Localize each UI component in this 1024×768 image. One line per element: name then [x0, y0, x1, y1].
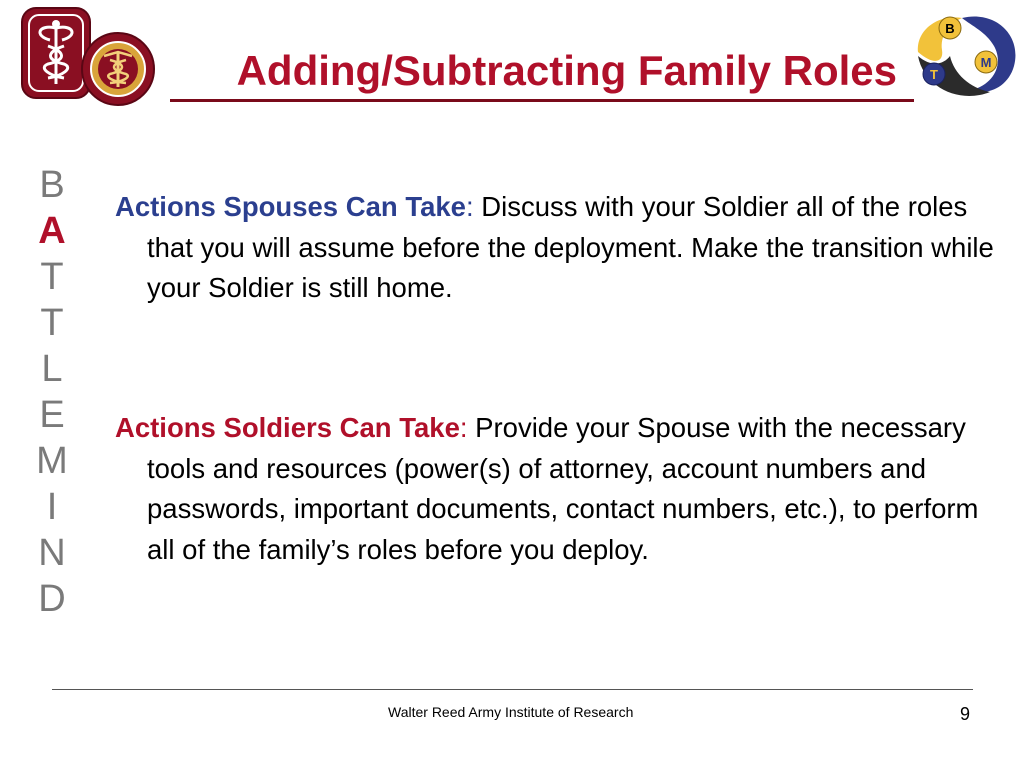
acrostic-letter: D	[38, 578, 66, 620]
soldiers-actions-heading: Actions Soldiers Can Take	[115, 412, 460, 443]
logo-letter-t: T	[930, 67, 938, 82]
acrostic-letter: N	[38, 532, 66, 574]
spouses-actions-paragraph	[115, 187, 997, 309]
soldiers-actions-text: Provide your Spouse with the necessary tools and resources (power(s) of attorney, account numbers and passwords, important documents, contact numbers, etc.), to perform all of the family’s roles before you deploy.	[147, 412, 979, 565]
btm-swirl-logo	[910, 12, 1020, 98]
footer-institute: Walter Reed Army Institute of Research	[388, 704, 634, 720]
title-underline	[170, 99, 914, 102]
footer-divider	[52, 689, 973, 690]
acrostic-letter: I	[46, 486, 58, 528]
slide-title: Adding/Subtracting Family Roles	[236, 47, 897, 94]
acrostic-letter: L	[41, 348, 63, 390]
page-number: 9	[959, 704, 970, 724]
soldiers-colon: :	[459, 412, 468, 443]
logo-letter-m: M	[980, 55, 992, 70]
acrostic-letter: B	[39, 164, 65, 206]
battlemind-acrostic	[30, 162, 74, 622]
acrostic-letter: T	[40, 256, 64, 298]
logo-letter-b: B	[945, 21, 955, 36]
spouses-actions-text: Discuss with your Soldier all of the roles that you will assume before the deployment. Make the transition while your Soldier is still home.	[147, 191, 994, 303]
spouses-actions-heading: Actions Spouses Can Take	[115, 191, 466, 222]
spouses-colon: :	[465, 191, 474, 222]
acrostic-letter: E	[39, 394, 65, 436]
acrostic-letter: T	[40, 302, 64, 344]
project-sustain-seal-logo	[80, 30, 156, 108]
soldiers-actions-paragraph	[115, 408, 997, 570]
acrostic-letter: M	[36, 440, 68, 482]
acrostic-letter-highlighted: A	[38, 210, 66, 252]
